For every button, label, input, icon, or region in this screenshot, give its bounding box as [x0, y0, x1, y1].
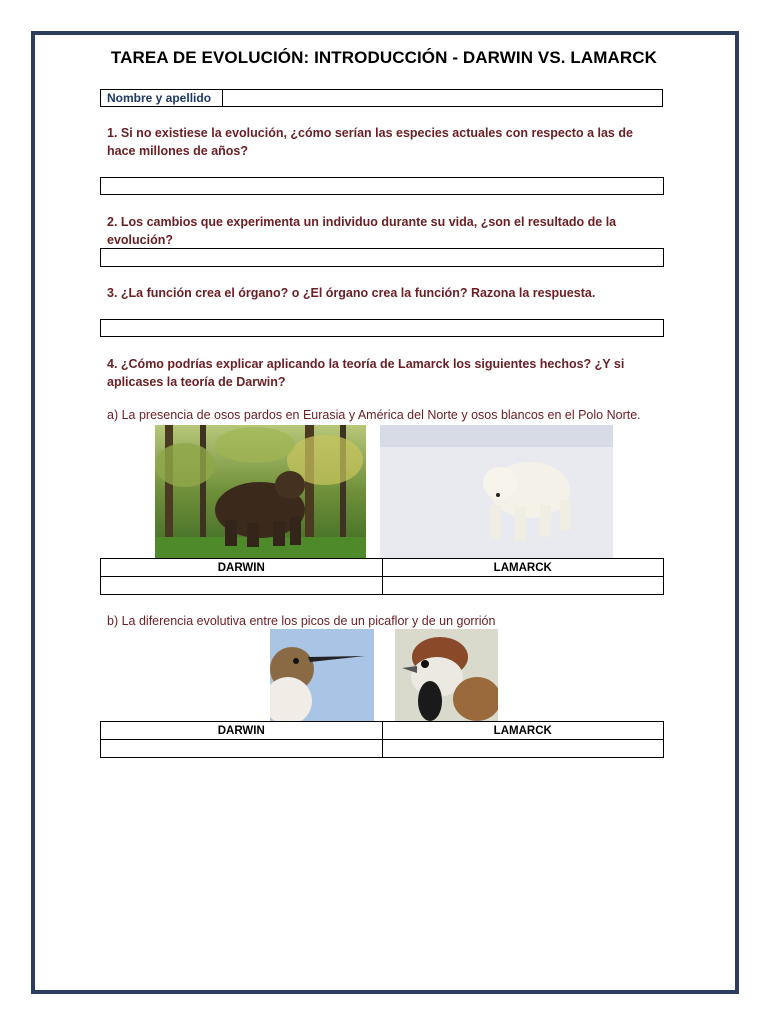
- part-b-table: [100, 721, 664, 758]
- part-a-darwin-header: DARWIN: [101, 559, 383, 577]
- question-1: 1. Si no existiese la evolución, ¿cómo serían las especies actuales con respecto a las de hace millones de años?: [107, 126, 633, 158]
- brown-bear-image: [155, 425, 366, 558]
- part-b-text: b) La diferencia evolutiva entre los picos de un picaflor y de un gorrión: [107, 614, 496, 628]
- answer-3-field[interactable]: [100, 319, 664, 337]
- question-2: 2. Los cambios que experimenta un individuo durante su vida, ¿son el resultado de la evolución?: [107, 215, 617, 247]
- hummingbird-image: [270, 629, 374, 721]
- part-a-table: [100, 558, 664, 595]
- part-a-darwin-answer[interactable]: [101, 577, 383, 595]
- answer-2-field[interactable]: [100, 248, 664, 267]
- part-b-darwin-header: DARWIN: [101, 722, 383, 740]
- name-label: Nombre y apellido: [100, 89, 223, 107]
- sparrow-image: [395, 629, 498, 721]
- question-4: 4. ¿Cómo podrías explicar aplicando la teoría de Lamarck los siguientes hechos? ¿Y si aplicases la teoría de Darwin?: [107, 357, 625, 389]
- part-b-lamarck-answer[interactable]: [382, 740, 664, 758]
- question-3: 3. ¿La función crea el órgano? o ¿El órgano crea la función? Razona la respuesta.: [107, 286, 596, 300]
- part-a-lamarck-answer[interactable]: [382, 577, 664, 595]
- part-a-lamarck-header: LAMARCK: [382, 559, 664, 577]
- part-b-lamarck-header: LAMARCK: [382, 722, 664, 740]
- name-input[interactable]: [222, 89, 663, 107]
- page-title: TAREA DE EVOLUCIÓN: INTRODUCCIÓN - DARWIN VS. LAMARCK: [110, 48, 658, 67]
- part-a-text: a) La presencia de osos pardos en Eurasia y América del Norte y osos blancos en el Polo Norte.: [107, 408, 641, 422]
- polar-bear-image: [380, 425, 613, 558]
- answer-1-field[interactable]: [100, 177, 664, 195]
- part-b-darwin-answer[interactable]: [101, 740, 383, 758]
